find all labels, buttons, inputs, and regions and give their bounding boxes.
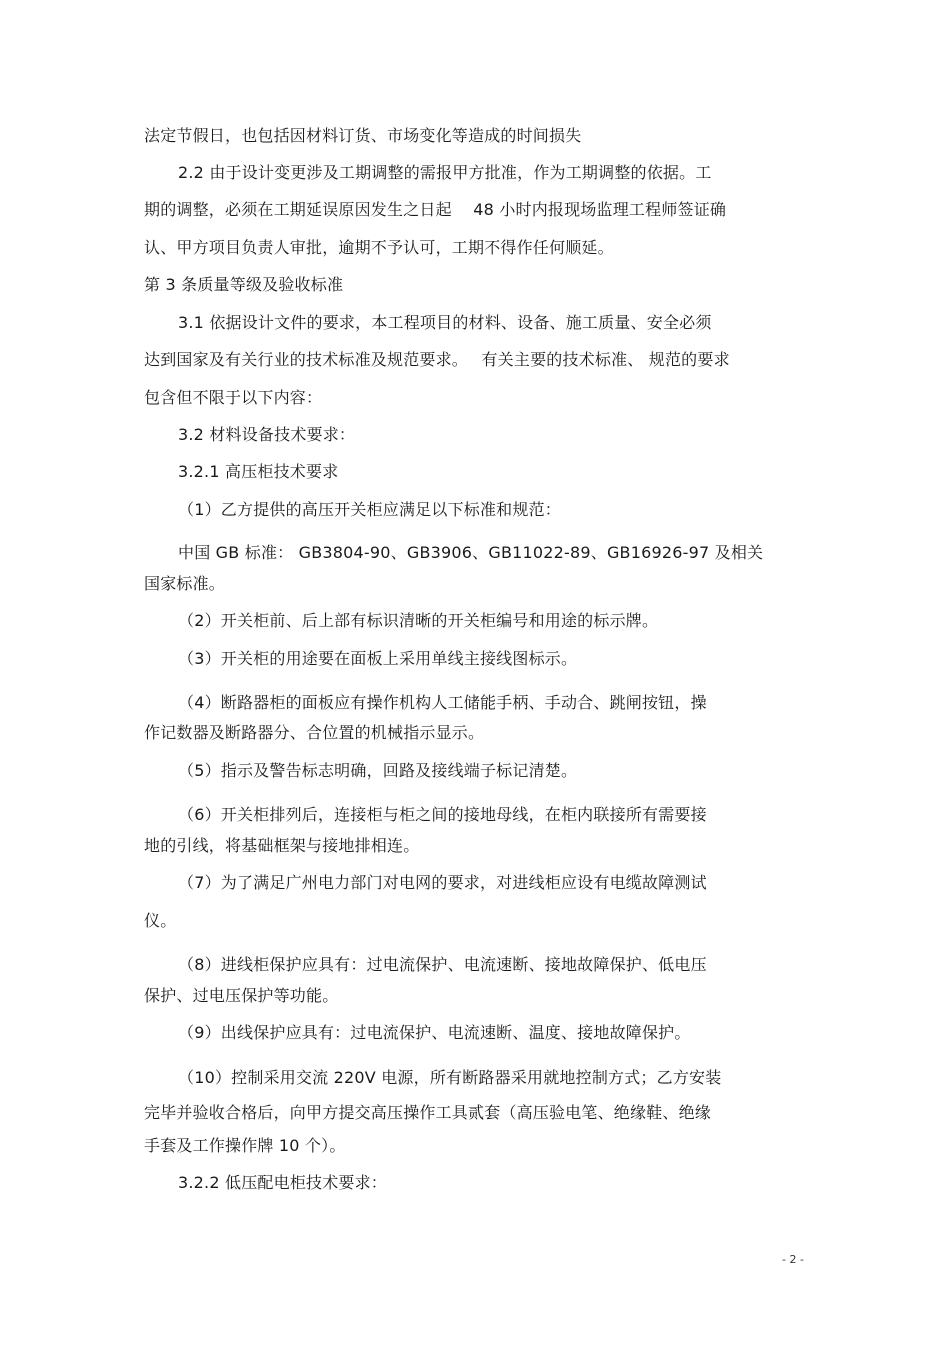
subsection-heading: 3.2 材料设备技术要求： [178,425,356,444]
paragraph-3-1: 3.1 依据设计文件的要求，本工程项目的材料、设备、施工质量、安全必须 [178,313,712,332]
text-line: 认、甲方项目负责人审批，逾期不予认可，工期不得作任何顺延。 [144,238,614,257]
text-line: 保护、过电压保护等功能。 [144,986,339,1005]
text-line: 国家标准。 [144,574,226,593]
list-item: （4）断路器柜的面板应有操作机构人工储能手柄、手动合、跳闸按钮，操 [178,693,707,712]
section-heading: 第 3 条质量等级及验收标准 [144,275,344,294]
list-item: （1）乙方提供的高压开关柜应满足以下标准和规范： [178,500,561,519]
list-item: （5）指示及警告标志明确，回路及接线端子标记清楚。 [178,761,578,780]
text-line: 地的引线，将基础框架与接地排相连。 [144,836,420,855]
list-item: （2）开关柜前、后上部有标识清晰的开关柜编号和用途的标示牌。 [178,611,659,630]
list-item: （10）控制采用交流 220V 电源，所有断路器采用就地控制方式；乙方安装 [178,1068,722,1087]
list-item: （9）出线保护应具有：过电流保护、电流速断、温度、接地故障保护。 [178,1023,691,1042]
text-line: 达到国家及有关行业的技术标准及规范要求。 有关主要的技术标准、 规范的要求 [144,350,730,369]
paragraph-2-2: 2.2 由于设计变更涉及工期调整的需报甲方批准，作为工期调整的依据。工 [178,163,712,182]
subsection-heading: 3.2.2 低压配电柜技术要求： [178,1173,387,1192]
text-line: 法定节假日，也包括因材料订货、市场变化等造成的时间损失 [144,126,582,145]
subsection-heading: 3.2.1 高压柜技术要求 [178,462,339,481]
text-line: 包含但不限于以下内容： [144,388,323,407]
page-number: - 2 - [782,1253,804,1266]
list-item: （3）开关柜的用途要在面板上采用单线主接线图标示。 [178,649,578,668]
text-line: 作记数器及断路器分、合位置的机械指示显示。 [144,723,485,742]
text-line: 期的调整，必须在工期延误原因发生之日起 48 小时内报现场监理工程师签证确 [144,200,727,219]
list-item: （7）为了满足广州电力部门对电网的要求，对进线柜应设有电缆故障测试 [178,873,707,892]
list-item: （8）进线柜保护应具有：过电流保护、电流速断、接地故障保护、低电压 [178,955,707,974]
text-line: 手套及工作操作牌 10 个）。 [144,1136,346,1155]
list-item: （6）开关柜排列后，连接柜与柜之间的接地母线，在柜内联接所有需要接 [178,805,707,824]
text-line: 完毕并验收合格后，向甲方提交高压操作工具贰套（高压验电笔、绝缘鞋、绝缘 [144,1103,712,1122]
text-line: 仪。 [144,911,177,930]
list-item: 中国 GB 标准： GB3804-90、GB3906、GB11022-89、GB16926-97 及相关 [178,543,764,562]
